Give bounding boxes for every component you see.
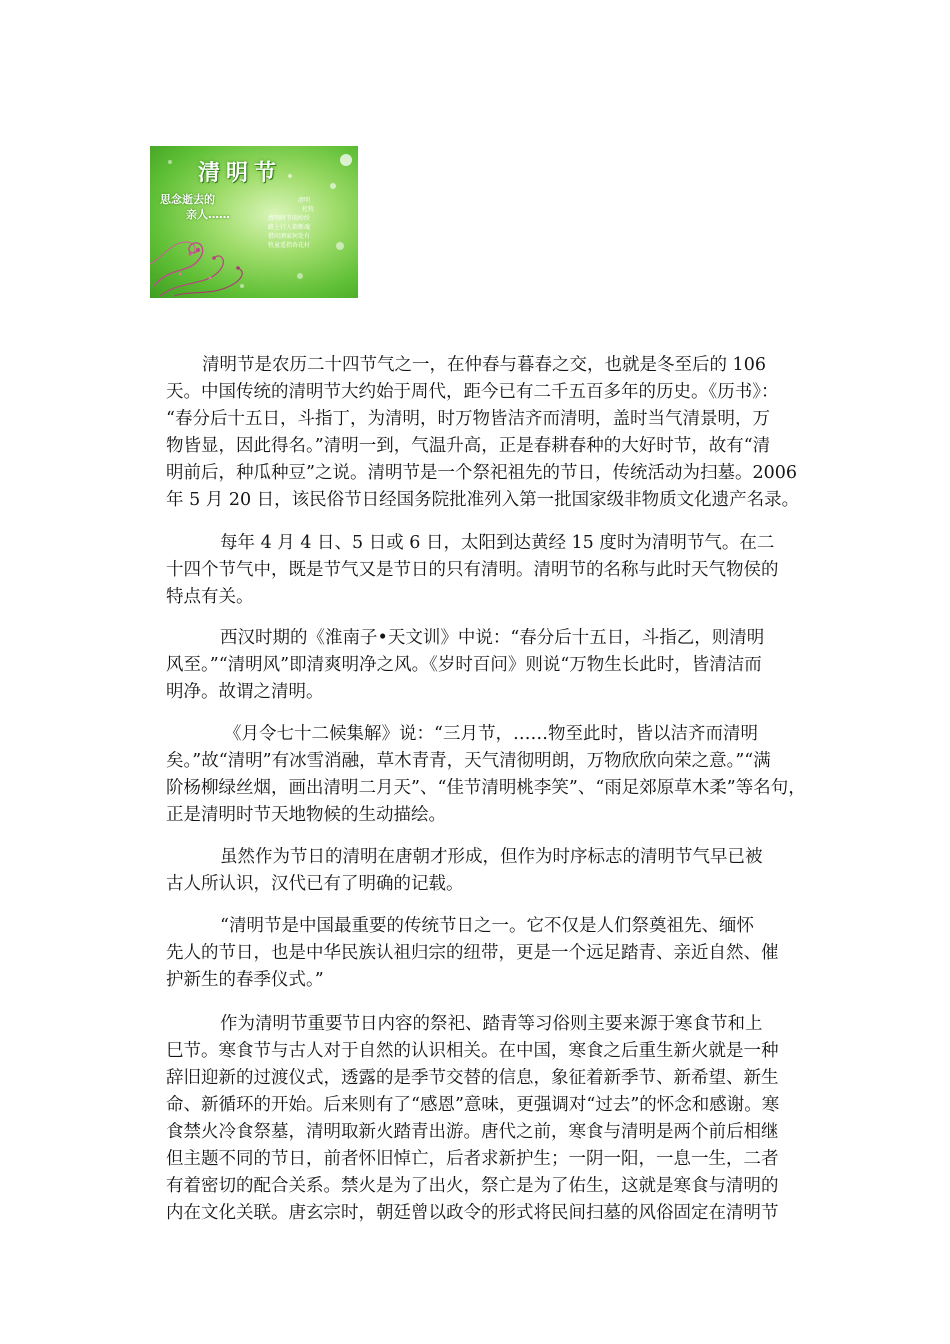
- text-line: “清明节是中国最重要的传统节日之一。它不仅是人们祭奠祖先、缅怀: [220, 916, 754, 936]
- text-line: 有着密切的配合关系。禁火是为了出火，祭亡是为了佑生，这就是寒食与清明的: [166, 1176, 779, 1196]
- text-line: 但主题不同的节日，前者怀旧悼亡，后者求新护生；一阴一阳，一息一生，二者: [166, 1149, 779, 1169]
- banner-poem: [268, 196, 356, 250]
- text-line: 西汉时期的《淮南子•天文训》中说：“春分后十五日，斗指乙，则清明: [220, 628, 765, 648]
- text-line: 风至。”“清明风”即清爽明净之风。《岁时百问》则说“万物生长此时，皆清洁而: [166, 655, 762, 675]
- text-line: 十四个节气中，既是节气又是节日的只有清明。清明节的名称与此时天气物侯的: [166, 560, 779, 580]
- paragraph: [166, 844, 806, 898]
- text-line: 古人所认识，汉代已有了明确的记载。: [166, 874, 464, 894]
- text-line: 明净。故谓之清明。: [166, 682, 324, 702]
- text-line: 《月令七十二候集解》说：“三月节，……物至此时，皆以洁齐而清明: [224, 724, 758, 744]
- qingming-banner-image: [150, 146, 358, 308]
- text-line: 阶杨柳绿丝烟，画出清明二月天”、“佳节清明桃李笑”、“雨足郊原草木柔”等名句，: [166, 778, 806, 798]
- paragraph: [166, 625, 806, 706]
- banner-title: 清明节: [198, 160, 283, 186]
- poem-line: 牧童遥指杏花村: [268, 242, 311, 249]
- paragraph: [166, 1011, 806, 1227]
- poem-line: 借问酒家何处有: [268, 233, 311, 240]
- paragraph: [166, 530, 806, 611]
- banner-subtitle-line1: 思念逝去的: [160, 193, 215, 206]
- text-line: 巳节。寒食节与古人对于自然的认识相关。在中国，寒食之后重生新火就是一种: [166, 1041, 779, 1061]
- text-line: 内在文化关联。唐玄宗时，朝廷曾以政令的形式将民间扫墓的风俗固定在清明节: [166, 1203, 779, 1223]
- text-line: 先人的节日，也是中华民族认祖归宗的纽带，更是一个远足踏青、亲近自然、催: [166, 943, 779, 963]
- banner-subtitle: [160, 192, 260, 222]
- poem-line: 路上行人欲断魂: [268, 224, 311, 231]
- text-line: 食禁火冷食祭墓，清明取新火踏青出游。唐代之前，寒食与清明是两个前后相继: [166, 1122, 779, 1142]
- banner-subtitle-line2: 亲人……: [186, 208, 230, 221]
- text-line: 特点有关。: [166, 587, 254, 607]
- text-line: 命、新循环的开始。后来则有了“感恩”意味，更强调对“过去”的怀念和感谢。寒: [166, 1095, 780, 1115]
- paragraph: [166, 352, 806, 514]
- paragraph: [166, 913, 806, 994]
- text-line: 护新生的春季仪式。”: [166, 970, 324, 990]
- banner-watermark: [150, 299, 358, 307]
- text-line: 虽然作为节日的清明在唐朝才形成，但作为时序标志的清明节气早已被: [220, 847, 763, 867]
- poem-line: 清明时节雨纷纷: [268, 215, 311, 222]
- text-line: 天。中国传统的清明节大约始于周代，距今已有二千五百多年的历史。《历书》：: [166, 382, 779, 402]
- text-line: 每年 4 月 4 日、5 日或 6 日，太阳到达黄经 15 度时为清明节气。在二: [220, 533, 775, 553]
- text-line: 清明节是农历二十四节气之一，在仲春与暮春之交，也就是冬至后的 106: [202, 355, 766, 375]
- text-line: 作为清明节重要节日内容的祭祀、踏青等习俗则主要来源于寒食节和上: [220, 1014, 763, 1034]
- paragraph: [166, 721, 806, 829]
- poem-line: 清明: [298, 197, 311, 204]
- text-line: “春分后十五日，斗指丁，为清明，时万物皆洁齐而清明，盖时当气清景明，万: [166, 409, 770, 429]
- poem-line: 杜牧: [302, 206, 315, 213]
- text-line: 明前后，种瓜种豆”之说。清明节是一个祭祀祖先的节日，传统活动为扫墓。2006: [166, 463, 797, 483]
- text-line: 正是清明时节天地物候的生动描绘。: [166, 805, 446, 825]
- text-line: 物皆显，因此得名。”清明一到，气温升高，正是春耕春种的大好时节，故有“清: [166, 436, 771, 456]
- text-line: 辞旧迎新的过渡仪式，透露的是季节交替的信息，象征着新季节、新希望、新生: [166, 1068, 779, 1088]
- text-line: 矣。”故“清明”有冰雪消融，草木青青，天气清彻明朗，万物欣欣向荣之意。”“满: [166, 751, 771, 771]
- text-line: 年 5 月 20 日，该民俗节日经国务院批准列入第一批国家级非物质文化遗产名录。: [166, 490, 800, 510]
